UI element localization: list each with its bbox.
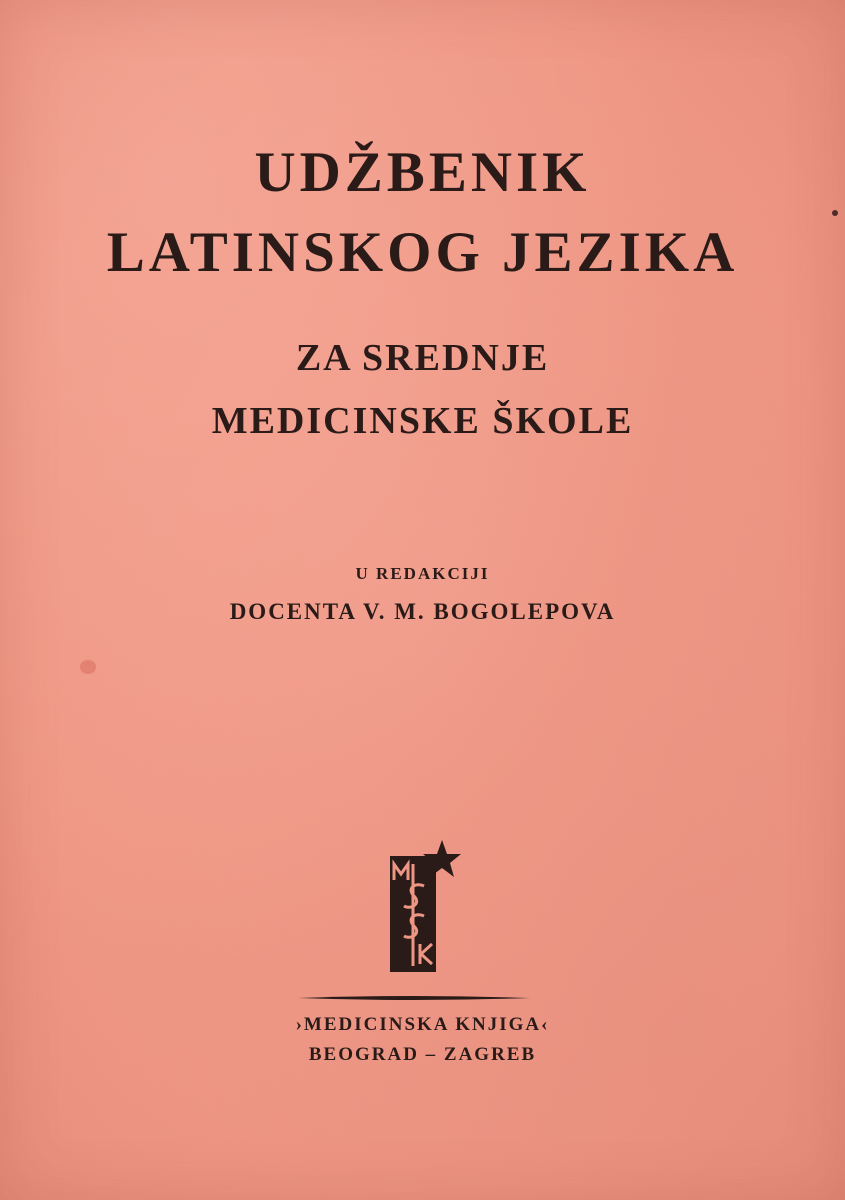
publisher-logo-icon xyxy=(388,838,462,976)
subtitle-line-1: ZA SREDNJE xyxy=(295,337,550,379)
subtitle-line-2: MEDICINSKE ŠKOLE xyxy=(211,400,634,442)
title-line-2: LATINSKOG JEZIKA xyxy=(106,221,739,284)
publisher-name: ›MEDICINSKA KNJIGA‹ xyxy=(295,1014,550,1035)
publisher-cities: BEOGRAD – ZAGREB xyxy=(308,1044,537,1065)
editor-intro: U REDAKCIJI xyxy=(355,564,490,583)
decorative-rule xyxy=(298,994,530,1002)
stain-spot xyxy=(80,660,96,674)
title-line-1: UDŽBENIK xyxy=(254,141,591,204)
editor-name: DOCENTA V. M. BOGOLEPOVA xyxy=(229,599,616,624)
stain-spot xyxy=(832,210,838,216)
